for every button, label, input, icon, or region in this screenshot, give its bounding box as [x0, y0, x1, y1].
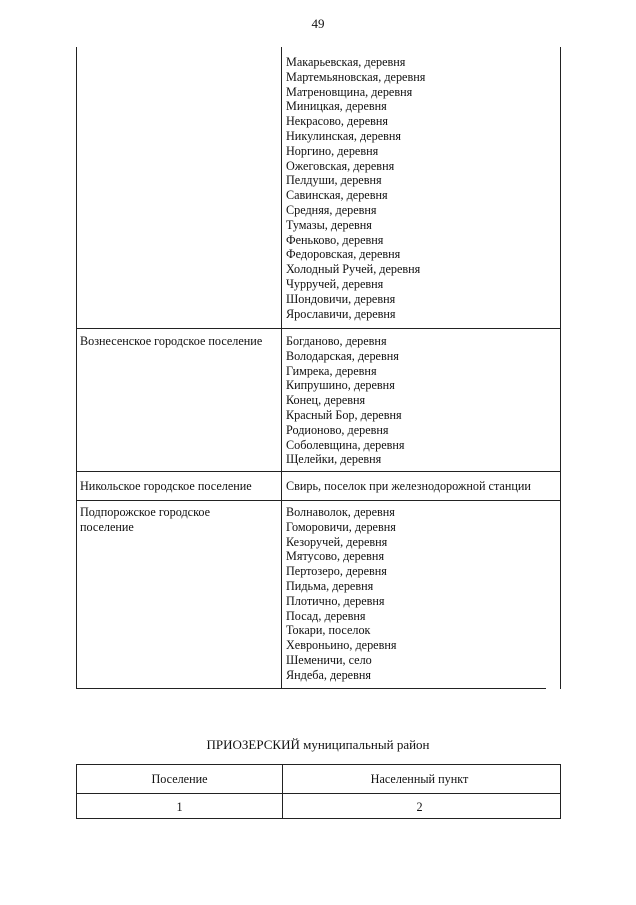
row-divider: [77, 793, 560, 794]
locality-item: Чурручей, деревня: [286, 276, 384, 291]
locality-item: Плотично, деревня: [286, 593, 385, 608]
locality-item: Средняя, деревня: [286, 202, 377, 217]
table-column-divider: [282, 765, 283, 818]
locality-item: Соболевщина, деревня: [286, 437, 405, 452]
settlements-table: [76, 47, 561, 689]
locality-item: Матреновщина, деревня: [286, 84, 413, 99]
locality-item: Волнаволок, деревня: [286, 505, 395, 519]
locality-item: Богданово, деревня: [286, 334, 387, 348]
locality-item: Пелдуши, деревня: [286, 173, 382, 188]
settlement-name: Вознесенское городское поселение: [80, 334, 263, 348]
locality-item: Пидьма, деревня: [286, 578, 374, 593]
row-divider: [76, 328, 561, 329]
settlement-name: Никольское городское поселение: [80, 479, 252, 493]
row-divider: [76, 471, 561, 472]
locality-item: Володарская, деревня: [286, 348, 399, 363]
table-column-divider: [281, 47, 282, 689]
section-title: ПРИОЗЕРСКИЙ муниципальный район: [206, 737, 430, 752]
locality-item: Кезоручей, деревня: [286, 534, 388, 549]
locality-item: Мятусово, деревня: [286, 549, 385, 564]
locality-item: Холодный Ручей, деревня: [286, 262, 421, 277]
page-number: 49: [311, 16, 325, 31]
row-divider: [76, 500, 561, 501]
locality-item: Яндеба, деревня: [286, 667, 371, 682]
locality-item: Гоморовичи, деревня: [286, 519, 396, 534]
locality-item: Тумазы, деревня: [286, 217, 372, 232]
locality-item: Шеменичи, село: [286, 652, 372, 667]
locality-item: Норгино, деревня: [286, 143, 379, 158]
locality-list: [286, 479, 531, 494]
column-number: 2: [416, 800, 423, 814]
locality-item: Шондовичи, деревня: [286, 291, 396, 306]
locality-item: Ожеговская, деревня: [286, 158, 395, 173]
locality-item: Красный Бор, деревня: [286, 407, 402, 422]
locality-list: [286, 334, 405, 467]
table-border-left: [76, 47, 77, 689]
locality-item: Посад, деревня: [286, 608, 366, 623]
locality-item: Пертозеро, деревня: [286, 564, 387, 579]
column-number: 1: [176, 800, 183, 814]
locality-item: Мартемьяновская, деревня: [286, 69, 426, 84]
locality-item: Макарьевская, деревня: [286, 55, 406, 69]
locality-item: Никулинская, деревня: [286, 128, 402, 143]
locality-item: Феньково, деревня: [286, 232, 384, 247]
locality-item: Кипрушино, деревня: [286, 378, 395, 393]
locality-item: Хевроньино, деревня: [286, 638, 397, 653]
locality-list: [286, 505, 396, 683]
locality-item: Свирь, поселок при железнодорожной станции: [286, 479, 531, 493]
locality-item: Некрасово, деревня: [286, 114, 388, 129]
locality-item: Савинская, деревня: [286, 188, 388, 203]
locality-item: Родионово, деревня: [286, 422, 389, 437]
header-settlement: Поселение: [151, 772, 208, 786]
locality-item: Щелейки, деревня: [286, 452, 382, 467]
table-border-bottom: [76, 688, 546, 689]
district-table: [76, 764, 561, 819]
locality-list: [286, 55, 425, 321]
header-locality: Населенный пункт: [370, 772, 469, 786]
locality-item: Федоровская, деревня: [286, 247, 401, 262]
table-border-right: [560, 47, 561, 689]
locality-item: Ярославичи, деревня: [286, 306, 396, 321]
settlement-name: Подпорожское городское поселение: [80, 505, 211, 534]
locality-item: Токари, поселок: [286, 623, 371, 638]
locality-item: Конец, деревня: [286, 393, 366, 408]
locality-item: Гимрека, деревня: [286, 363, 377, 378]
locality-item: Миницкая, деревня: [286, 99, 387, 114]
